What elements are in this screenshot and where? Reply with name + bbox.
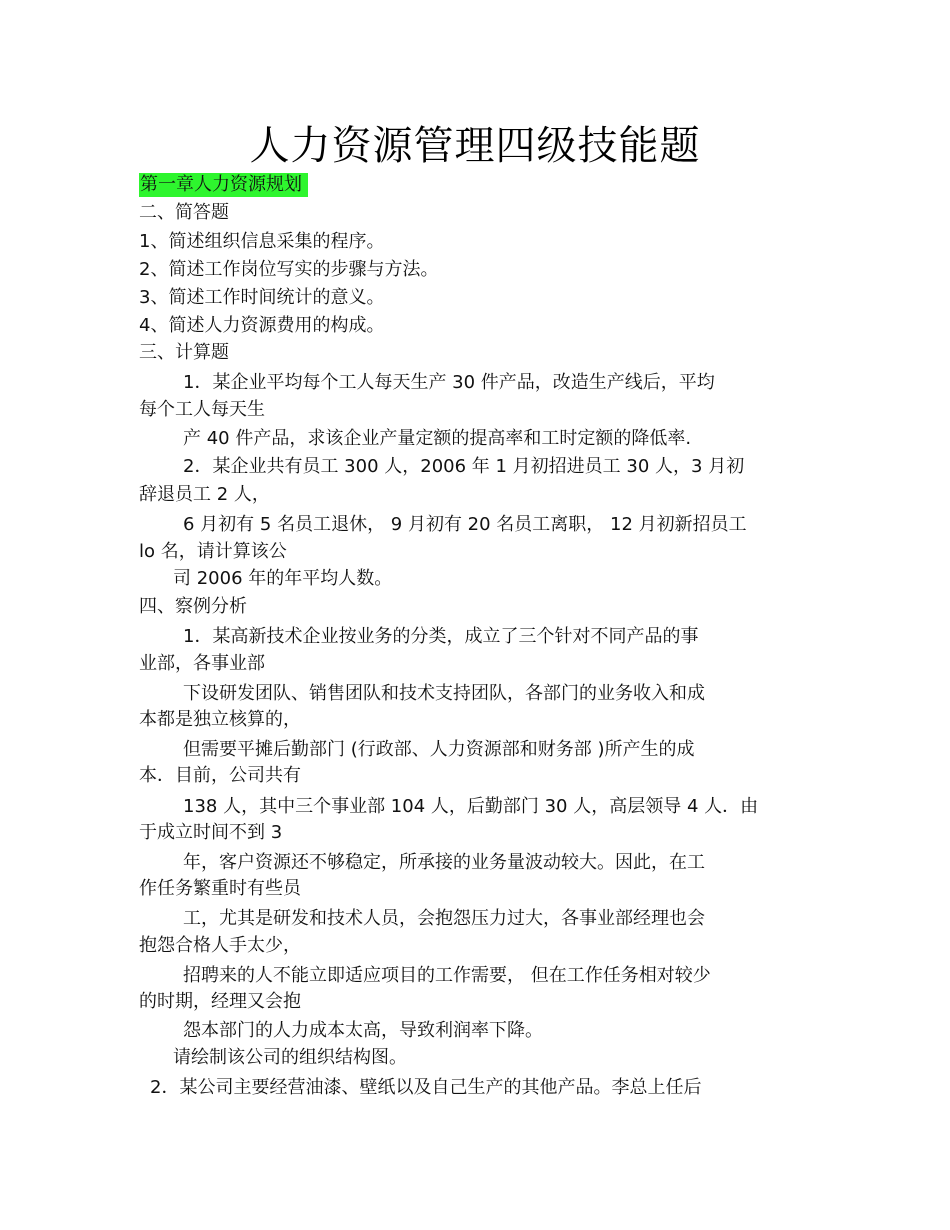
body-line: 每个工人每天生 (139, 399, 265, 420)
body-line: 本都是独立核算的， (139, 709, 301, 730)
body-line: 请绘制该公司的组织结构图。 (173, 1047, 407, 1068)
body-line: 1．某企业平均每个工人每天生产 30 件产品，改造生产线后，平均 (183, 372, 715, 393)
body-line: 业部，各事业部 (139, 653, 265, 674)
document-title: 人力资源管理四级技能题 (249, 123, 701, 169)
body-line: 于成立时间不到 3 (139, 822, 283, 843)
body-line: 本．目前，公司共有 (139, 765, 301, 786)
body-line: 下设研发团队、销售团队和技术支持团队，各部门的业务收入和成 (183, 683, 705, 704)
body-line: 怨本部门的人力成本太高，导致利润率下降。 (183, 1020, 543, 1041)
question-line: 2、简述工作岗位写实的步骤与方法。 (139, 259, 439, 280)
body-line: 2．某企业共有员工 300 人，2006 年 1 月初招进员工 30 人，3 月初 (183, 456, 745, 477)
body-line: 的时期，经理又会抱 (139, 991, 301, 1012)
body-line: 2．某公司主要经营油漆、壁纸以及自己生产的其他产品。李总上任后 (150, 1077, 702, 1098)
question-line: 4、简述人力资源费用的构成。 (139, 315, 385, 336)
body-line: 但需要平摊后勤部门 (行政部、人力资源部和财务部 )所产生的成 (183, 739, 695, 760)
body-line: 产 40 件产品，求该企业产量定额的提高率和工时定额的降低率. (183, 428, 692, 449)
section-heading: 四、察例分析 (139, 596, 247, 617)
question-line: 3、简述工作时间统计的意义。 (139, 287, 385, 308)
body-line: 1．某高新技术企业按业务的分类，成立了三个针对不同产品的事 (183, 626, 699, 647)
body-line: 司 2006 年的年平均人数。 (173, 568, 393, 589)
chapter-heading: 第一章人力资源规划 (139, 173, 308, 197)
body-line: 年，客户资源还不够稳定，所承接的业务量波动较大。因此，在工 (183, 852, 705, 873)
body-line: 6 月初有 5 名员工退休， 9 月初有 20 名员工离职， 12 月初新招员工 (183, 514, 747, 535)
section-heading: 二、简答题 (139, 202, 229, 223)
body-line: 招聘来的人不能立即适应项目的工作需要， 但在工作任务相对较少 (183, 965, 711, 986)
section-heading: 三、计算题 (139, 342, 229, 363)
body-line: 抱怨合格人手太少， (139, 935, 301, 956)
question-line: 1、简述组织信息采集的程序。 (139, 231, 385, 252)
body-line: 138 人，其中三个事业部 104 人，后勤部门 30 人，高层领导 4 人．由 (183, 796, 759, 817)
body-line: 作任务繁重时有些员 (139, 878, 301, 899)
body-line: 工，尤其是研发和技术人员，会抱怨压力过大，各事业部经理也会 (183, 908, 705, 929)
body-line: lo 名，请计算该公 (139, 541, 287, 562)
body-line: 辞退员工 2 人， (139, 484, 270, 505)
